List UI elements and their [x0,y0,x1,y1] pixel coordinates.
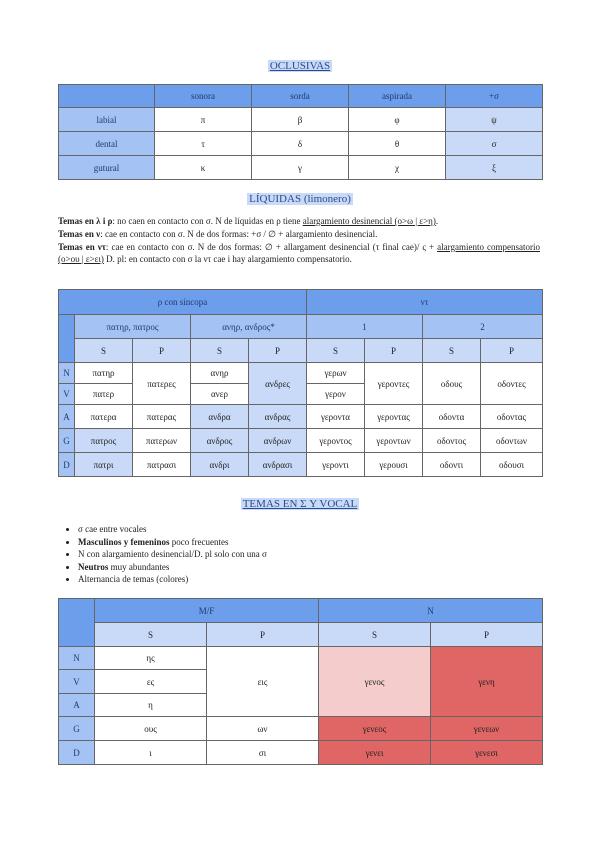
cell: οδοντι [423,453,481,477]
table-row [59,108,543,132]
cell: πατηρ [75,363,133,384]
list-item [78,573,267,586]
header-p: P [481,339,543,363]
cell: πατρι [75,453,133,477]
oclusivas-header-sorda: sorda [252,85,349,108]
cell: ων [207,717,319,741]
sigma-bullet-list [60,523,267,586]
cell: εις [207,647,319,717]
corner-cell [59,315,75,363]
oclusivas-table [58,84,543,180]
bullet-text: σ cae entre vocales [78,524,147,534]
cell: γεροντες [365,363,423,405]
cell: ανηρ [191,363,249,384]
list-item [78,548,267,561]
header-s: S [95,623,207,647]
cell: οδοντας [481,405,543,429]
table-row [59,429,543,453]
row-label-dental: dental [59,132,155,156]
header-p: P [365,339,423,363]
heading-oclusivas-text: OCLUSIVAS [269,60,331,72]
table-row [59,647,543,670]
bullet-text: poco frecuentes [169,536,229,547]
cell: π [155,108,252,132]
table-row [59,405,543,429]
list-item [78,561,267,574]
bullet-text: muy abundantes [108,561,170,572]
header-s: S [191,339,249,363]
case-label-n: N [59,363,75,384]
cell: σ [446,132,543,156]
header-nt-2: 2 [423,315,543,339]
cell: γερουσι [365,453,423,477]
cell: οδουσι [481,453,543,477]
cell: ανδρασι [249,453,307,477]
cell: πατερα [75,405,133,429]
oclusivas-header-sonora: sonora [155,85,252,108]
cell: τ [155,132,252,156]
corner-cell [59,599,95,647]
table-row [59,132,543,156]
cell: οδοντα [423,405,481,429]
table-row [59,717,543,741]
cell: δ [252,132,349,156]
liquidas-paragraph-2 [58,228,540,240]
header-p: P [207,623,319,647]
cell: ες [95,670,207,694]
cell: ξ [446,156,543,180]
header-s: S [307,339,365,363]
heading-temas-sigma-text: TEMAS EN Σ Y VOCAL [242,498,358,510]
oclusivas-header-sigma: +σ [446,85,543,108]
declension-table-sigma [58,598,543,765]
header-p: P [431,623,543,647]
list-item [78,536,267,549]
header-nt: ντ [307,290,543,315]
cell: γενεος [319,717,431,741]
liquidas-p1-label: Temas en λ i ρ [58,216,113,226]
cell: πατερ [75,384,133,405]
oclusivas-header-empty [59,85,155,108]
cell: γεροντα [307,405,365,429]
declension-table-rho-nt [58,289,543,477]
case-label-a: A [59,694,95,717]
cell: γεροντος [307,429,365,453]
cell: πατερες [133,363,191,405]
cell: ανδρα [191,405,249,429]
case-label-n: N [59,647,95,670]
row-label-gutural: gutural [59,156,155,180]
case-label-a: A [59,405,75,429]
case-label-g: G [59,429,75,453]
case-label-d: D [59,741,95,765]
row-label-labial: labial [59,108,155,132]
cell: ανδρες [249,363,307,405]
cell: γερον [307,384,365,405]
cell: γενος [319,647,431,717]
cell: γεροντας [365,405,423,429]
header-p: P [249,339,307,363]
liquidas-p1-underlined: alargamiento desinencial (o>ω | ε>η) [302,216,436,226]
case-label-d: D [59,453,75,477]
liquidas-p2-label: Temas en ν [58,229,101,239]
cell: χ [349,156,446,180]
cell: γεροντων [365,429,423,453]
case-label-g: G [59,717,95,741]
cell: πατερων [133,429,191,453]
cell: πατρασι [133,453,191,477]
oclusivas-header-aspirada: aspirada [349,85,446,108]
cell: γενει [319,741,431,765]
header-s: S [423,339,481,363]
cell: πατρος [75,429,133,453]
header-pater: πατηρ, πατρος [75,315,191,339]
bullet-bold: Neutros [78,561,109,572]
header-nt-1: 1 [307,315,423,339]
cell: γερων [307,363,365,384]
cell: γενεσι [431,741,543,765]
cell: ης [95,647,207,670]
heading-temas-sigma [0,497,600,511]
header-mf: M/F [95,599,319,623]
liquidas-p1-text: : no caen en contacto con σ. N de líquidas en ρ tiene [112,216,303,226]
cell: οδοντος [423,429,481,453]
table-row [59,156,543,180]
header-rho-sincopa: ρ con síncopa [59,290,307,315]
cell: πατερας [133,405,191,429]
bullet-bold: Masculinos y femeninos [78,536,170,547]
cell: ανδρι [191,453,249,477]
cell: σι [207,741,319,765]
case-label-v: V [59,670,95,694]
table-row [59,453,543,477]
cell: οδοντων [481,429,543,453]
heading-liquidas [0,192,600,206]
cell: ανερ [191,384,249,405]
liquidas-p3-text: : cae en contacto con σ. N de dos formas: ∅ + allargament desinencial (τ final cae)/ ς + [105,242,438,252]
liquidas-paragraph-3 [58,241,540,265]
cell: ανδρων [249,429,307,453]
cell: γενη [431,647,543,717]
liquidas-p3-underlined: alargamiento compensatorio (o>ου | ε>ει) [58,242,540,264]
cell: γ [252,156,349,180]
cell: οδους [423,363,481,405]
cell: φ [349,108,446,132]
liquidas-p3-end: D. pl: en contacto con σ la ντ cae i hay alargamiento compensatorio. [103,254,352,264]
cell: ψ [446,108,543,132]
cell: ανδρος [191,429,249,453]
cell: θ [349,132,446,156]
cell: ους [95,717,207,741]
cell: οδοντες [481,363,543,405]
cell: γεροντι [307,453,365,477]
header-s: S [319,623,431,647]
table-row [59,741,543,765]
list-item [78,523,267,536]
bullet-text: Alternancia de temas (colores) [78,574,189,584]
bullet-text: N con alargamiento desinencial/D. pl solo con una σ [78,549,267,559]
cell: κ [155,156,252,180]
cell: β [252,108,349,132]
liquidas-p3-label: Temas en ντ [58,242,106,252]
cell: ανδρας [249,405,307,429]
table-row [59,363,543,384]
header-neutro: N [319,599,543,623]
cell: ι [95,741,207,765]
header-aner: ανηρ, ανδρος* [191,315,307,339]
case-label-v: V [59,384,75,405]
liquidas-p2-text: : cae en contacto con σ. N de dos formas: +σ / ∅ + alargamiento desinencial. [100,229,378,239]
header-p: P [133,339,191,363]
header-s: S [75,339,133,363]
liquidas-p1-end: . [435,216,439,226]
cell: η [95,694,207,717]
liquidas-paragraph-1 [58,215,540,227]
cell: γενεων [431,717,543,741]
heading-liquidas-text: LÍQUIDAS (limonero) [249,193,351,205]
heading-oclusivas [0,59,600,73]
